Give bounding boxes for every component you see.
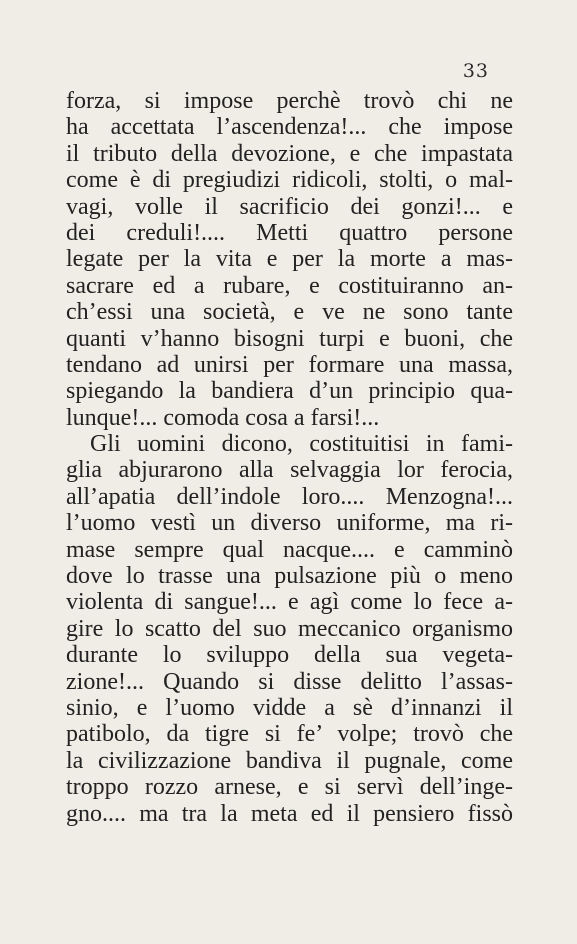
text-line: legate per la vita e per la morte a mas- [66,246,513,273]
text-line: il tributo della devozione, e che impastata [66,140,513,167]
text-line: troppo rozzo arnese, e si servì dell’inge- [66,774,513,801]
text-line: come è di pregiudizi ridicoli, stolti, o mal- [66,167,513,194]
page-text [66,88,513,827]
text-line: vagi, volle il sacrificio dei gonzi!... e [66,193,513,220]
text-line: patibolo, da tigre si fe’ volpe; trovò che [66,721,513,748]
text-line: tendano ad unirsi per formare una massa, [66,351,513,378]
page-number: 33 [462,60,489,82]
text-line: sinio, e l’uomo vidde a sè d’innanzi il [66,694,513,721]
text-line: dei creduli!.... Metti quattro persone [66,219,513,246]
text-line: l’uomo vestì un diverso uniforme, ma ri- [66,510,513,537]
text-line: zione!... Quando si disse delitto l’assas- [66,668,513,695]
text-line: durante lo sviluppo della sua vegeta- [66,642,513,669]
text-line: Gli uomini dicono, costituitisi in fami- [90,431,513,458]
text-line: mase sempre qual nacque.... e camminò [66,536,513,563]
text-line: gire lo scatto del suo meccanico organismo [66,615,513,642]
text-line: glia abjurarono alla selvaggia lor ferocia, [66,457,513,484]
text-line: violenta di sangue!... e agì come lo fece a- [66,589,513,616]
text-line: lunque!... comoda cosa a farsi!... [66,404,380,431]
text-line: gno.... ma tra la meta ed il pensiero fissò [66,800,513,827]
text-line: dove lo trasse una pulsazione più o meno [66,563,513,590]
text-line: ch’essi una società, e ve ne sono tante [66,299,513,326]
text-line: quanti v’hanno bisogni turpi e buoni, che [66,325,513,352]
text-line: spiegando la bandiera d’un principio qua- [66,378,513,405]
text-line: all’apatia dell’indole loro.... Menzogna!... [66,483,513,510]
text-line: forza, si impose perchè trovò chi ne [66,88,513,114]
text-line: sacrare ed a rubare, e costituiranno an- [66,272,513,299]
text-line: ha accettata l’ascendenza!... che impose [66,114,513,141]
text-line: la civilizzazione bandiva il pugnale, come [66,747,513,774]
